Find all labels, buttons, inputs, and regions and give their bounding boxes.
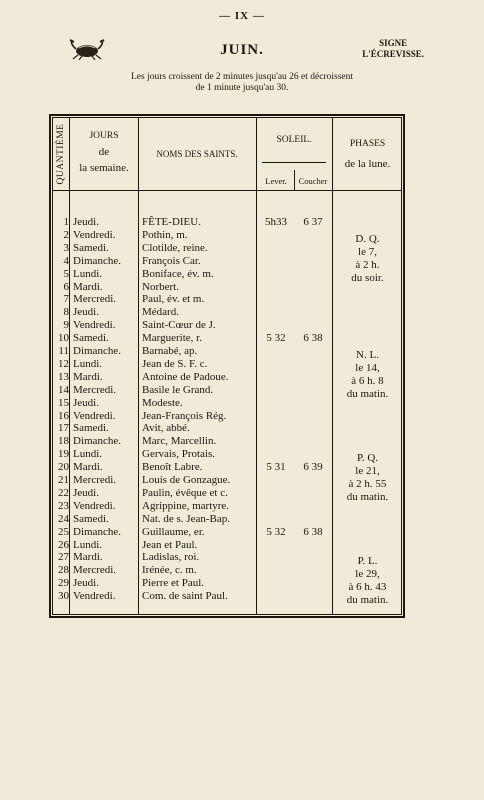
- moon-phase-line: le 29,: [355, 568, 380, 581]
- weekday-name: Dimanche.: [73, 345, 121, 357]
- saint-name: Paul, év. et m.: [142, 293, 205, 306]
- moon-phase-line: du matin.: [346, 594, 389, 607]
- saint-name: Antoine de Padoue.: [142, 370, 229, 383]
- day-number: 26: [58, 538, 69, 551]
- weekday-name: Mercredi.: [73, 293, 117, 306]
- weekday-name: Mercredi.: [73, 564, 117, 577]
- day-number: 29: [58, 577, 69, 590]
- moon-phase-line: N. L.: [356, 349, 379, 361]
- saint-name: Louis de Gonzague.: [142, 474, 231, 486]
- weekday-name: Vendredi.: [73, 319, 116, 332]
- day-number: 25: [58, 525, 69, 538]
- zodiac-sign: [362, 38, 424, 60]
- day-number: 3: [63, 241, 69, 254]
- saint-name: Agrippine, martyre.: [142, 499, 230, 512]
- saint-name: Benoît Labre.: [142, 461, 203, 474]
- day-number: 1: [63, 216, 69, 228]
- weekday-name: Dimanche.: [73, 525, 121, 538]
- moon-phase-line: P. Q.: [356, 452, 379, 465]
- moon-phase-line: le 14,: [355, 362, 380, 374]
- weekday-name: Samedi.: [73, 512, 109, 525]
- saint-name: Nat. de s. Jean-Bap.: [142, 512, 230, 525]
- saint-name: Avit, abbé.: [142, 422, 190, 435]
- day-number: 10: [58, 332, 69, 345]
- weekday-name: Vendredi.: [73, 409, 116, 422]
- weekday-name: Mardi.: [73, 461, 103, 474]
- day-number: 27: [58, 551, 69, 564]
- saint-name: Jean et Paul.: [142, 538, 198, 551]
- weekday-name: Jeudi.: [73, 486, 99, 499]
- day-number: 18: [58, 435, 69, 448]
- saint-name: Jean de S. F. c.: [142, 357, 208, 370]
- weekday-name: Mercredi.: [73, 474, 117, 486]
- saint-name: Boniface, év. m.: [142, 267, 214, 280]
- header-saints: NOMS DES SAINTS.: [156, 149, 238, 159]
- moon-phase-line: P. L.: [357, 555, 378, 568]
- zodiac-label: SIGNE: [379, 38, 408, 48]
- day-number: 16: [58, 409, 69, 422]
- day-number: 9: [63, 319, 69, 332]
- weekday-name: Dimanche.: [73, 435, 121, 448]
- intro-line: Les jours croissent de 2 minutes jusqu'au 26 et décroissent: [130, 72, 354, 82]
- day-number: 6: [63, 280, 69, 293]
- sunset-time: 6 38: [303, 332, 323, 345]
- day-number: 21: [58, 474, 69, 486]
- weekday-name: Samedi.: [73, 332, 109, 345]
- weekday-name: Dimanche.: [73, 254, 121, 267]
- header-jours: JOURS de la semaine.: [79, 131, 129, 174]
- day-number: 13: [58, 370, 69, 383]
- sunset-time: 6 37: [303, 216, 323, 228]
- header-quantieme: QUANTIÈME: [56, 123, 66, 185]
- saint-name: Guillaume, er.: [142, 525, 205, 538]
- day-number: 14: [58, 383, 69, 396]
- weekday-name: Samedi.: [73, 241, 109, 254]
- saint-name: FÊTE-DIEU.: [142, 216, 201, 228]
- weekday-name: Jeudi.: [73, 577, 99, 590]
- weekday-name: Vendredi.: [73, 228, 116, 241]
- saint-name: Norbert.: [142, 280, 179, 293]
- saint-name: Barnabé, ap.: [142, 345, 198, 357]
- weekday-name: Lundi.: [73, 267, 103, 280]
- saint-name: Saint-Cœur de J.: [142, 319, 216, 332]
- sun-header-rule: [262, 162, 326, 163]
- intro-line: de 1 minute jusqu'au 30.: [195, 83, 289, 93]
- saint-name: Gervais, Protais.: [142, 448, 216, 461]
- day-number: 28: [58, 564, 69, 577]
- day-number: 17: [58, 422, 69, 435]
- day-number: 12: [58, 357, 69, 370]
- column-divider: [69, 117, 70, 615]
- day-number: 19: [58, 448, 69, 461]
- weekday-name: Mardi.: [73, 551, 103, 564]
- sunset-time: 6 39: [303, 461, 323, 474]
- moon-phase-line: D. Q.: [355, 232, 380, 245]
- saint-name: Ladislas, roi.: [142, 551, 200, 564]
- header-lever: Lever.: [265, 176, 287, 186]
- zodiac-name: L'ÉCREVISSE.: [362, 49, 424, 59]
- header-soleil: SOLEIL.: [276, 135, 312, 145]
- day-number: 8: [63, 306, 69, 319]
- sunrise-time: 5h33: [265, 216, 287, 228]
- weekday-name: Mardi.: [73, 370, 103, 383]
- weekday-name: Samedi.: [73, 422, 109, 435]
- weekday-name: Mardi.: [73, 280, 103, 293]
- day-number: 20: [58, 461, 69, 474]
- weekday-name: Lundi.: [73, 357, 103, 370]
- saint-name: Marguerite, r.: [142, 332, 202, 345]
- moon-phase-line: du matin.: [346, 388, 389, 400]
- day-number: 23: [58, 499, 69, 512]
- moon-phase-line: à 2 h. 55: [348, 478, 387, 491]
- header-rule: [52, 190, 402, 191]
- sunrise-time: 5 32: [266, 332, 286, 345]
- column-divider: [256, 117, 257, 615]
- saint-name: Basile le Grand.: [142, 383, 214, 396]
- saint-name: Com. de saint Paul.: [142, 590, 228, 603]
- moon-phase-line: à 2 h.: [355, 258, 380, 271]
- page-number: — IX —: [219, 10, 265, 22]
- moon-phase-line: le 21,: [355, 465, 380, 478]
- weekday-name: Jeudi.: [73, 306, 99, 319]
- intro-note: [0, 72, 484, 94]
- moon-phase-line: à 6 h. 43: [348, 581, 387, 594]
- day-number: 7: [63, 293, 69, 306]
- weekday-name: Lundi.: [73, 448, 103, 461]
- weekday-name: Vendredi.: [73, 590, 116, 603]
- saint-name: Irénée, c. m.: [142, 564, 197, 577]
- sunrise-time: 5 31: [266, 461, 286, 474]
- moon-phase-line: à 6 h. 8: [351, 375, 384, 387]
- moon-phase-line: le 7,: [358, 245, 377, 258]
- weekday-name: Jeudi.: [73, 216, 99, 228]
- header-phases: PHASES de la lune.: [344, 139, 391, 170]
- saint-name: Clotilde, reine.: [142, 241, 208, 254]
- weekday-name: Lundi.: [73, 538, 103, 551]
- day-number: 11: [58, 345, 69, 357]
- moon-phase-line: du matin.: [346, 491, 389, 504]
- day-number: 22: [58, 486, 69, 499]
- saint-name: Marc, Marcellin.: [142, 435, 217, 448]
- day-number: 5: [63, 267, 69, 280]
- sunset-time: 6 38: [303, 525, 323, 538]
- weekday-name: Mercredi.: [73, 383, 117, 396]
- day-number: 4: [63, 254, 69, 267]
- weekday-name: Jeudi.: [73, 396, 99, 409]
- day-number: 24: [58, 512, 69, 525]
- saint-name: Pothin, m.: [142, 228, 188, 241]
- weekday-name: Vendredi.: [73, 499, 116, 512]
- day-number: 2: [63, 228, 69, 241]
- saint-name: Pierre et Paul.: [142, 577, 205, 590]
- day-number: 30: [58, 590, 69, 603]
- saint-name: François Car.: [142, 254, 201, 267]
- header-coucher: Coucher: [298, 176, 328, 186]
- moon-phase-line: du soir.: [351, 271, 384, 284]
- saint-name: Paulin, évêque et c.: [142, 486, 228, 499]
- month-title: JUIN.: [220, 42, 264, 58]
- saint-name: Jean-François Rég.: [142, 409, 227, 422]
- saint-name: Médard.: [142, 306, 179, 319]
- sunrise-time: 5 32: [266, 525, 286, 538]
- day-number: 15: [58, 396, 69, 409]
- saint-name: Modeste.: [142, 396, 183, 409]
- column-divider: [138, 117, 139, 615]
